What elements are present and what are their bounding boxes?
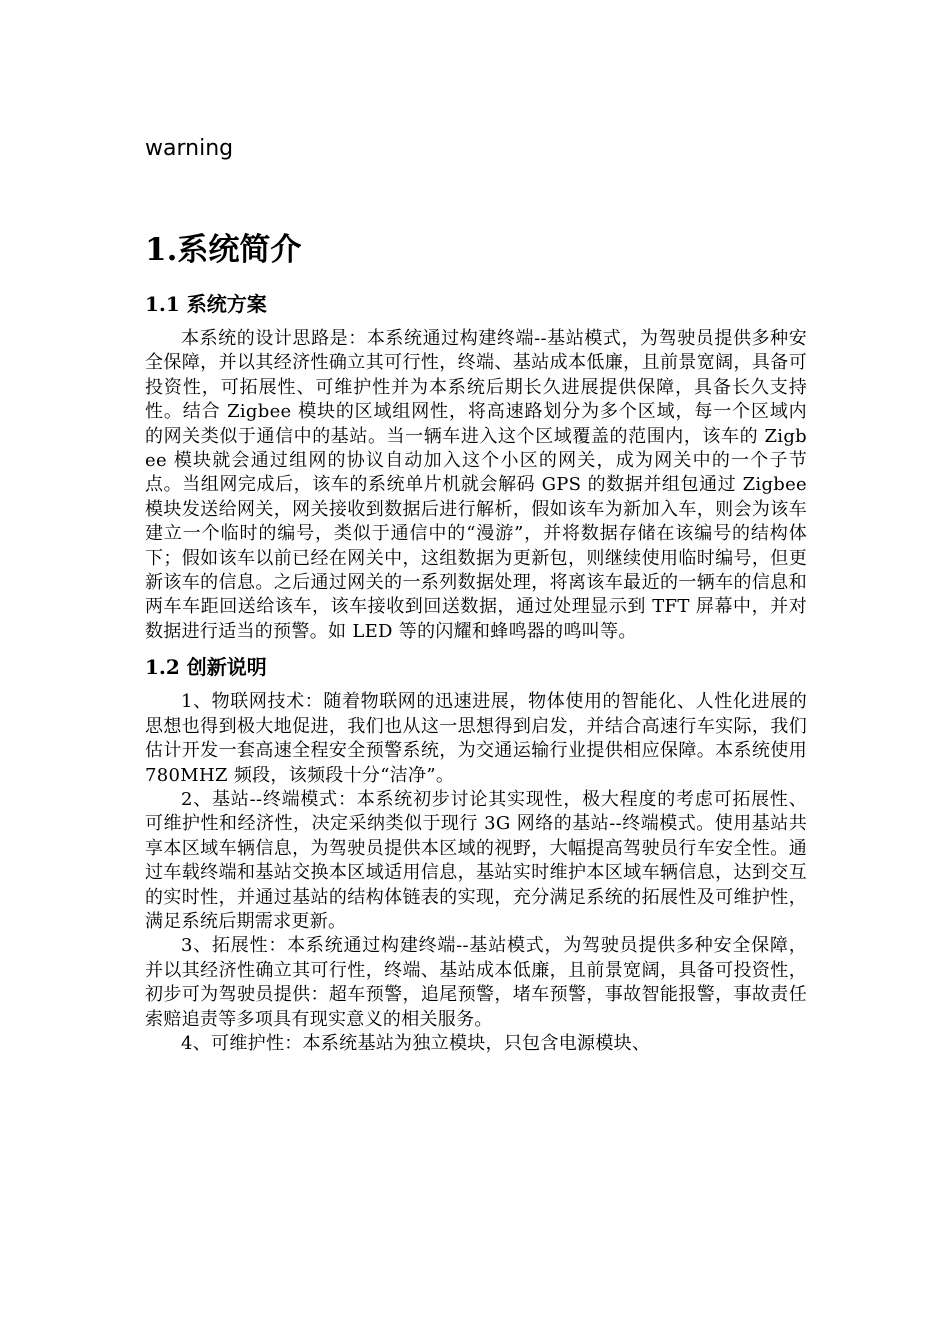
innovation-item-1: 1、物联网技术：随着物联网的迅速进展，物体使用的智能化、人性化进展的思想也得到极大地促进，我们也从这一思想得到启发，并结合高速行车实际，我们估计开发一套高速全程安全预警系统，为交通运输行业提供相应保障。本系统使用 780MHZ 频段，该频段十分“洁净”。 xyxy=(145,691,807,786)
section-1-1-paragraph: 本系统的设计思路是：本系统通过构建终端--基站模式，为驾驶员提供多种安全保障，并以其经济性确立其可行性，终端、基站成本低廉，且前景宽阔，具备可投资性，可拓展性、可维护性并为本系统后期长久进展提供保障，具备长久支持性。结合 Zigbee 模块的区域组网性，将高速路划分为多个区域，每一个区域内的网关类似于通信中的基站。当一辆车进入这个区域覆盖的范围内，该车的 Zigbee 模块就会通过组网的协议自动加入这个小区的网关，成为网关中的一个子节点。当组网完成后，该车的系统单片机就会解码 GPS 的数据并组包通过 Zigbee 模块发送给网关，网关接收到数据后进行解析，假如该车为新加入车，则会为该车建立一个临时的编号，类似于通信中的“漫游”，并将数据存储在该编号的结构体下；假如该车以前已经在网关中，这组数据为更新包，则继续使用临时编号，但更新该车的信息。之后通过网关的一系列数据处理，将离该车最近的一辆车的信息和两车车距回送给该车，该车接收到回送数据，通过处理显示到 TFT 屏幕中，并对数据进行适当的预警。如 LED 等的闪耀和蜂鸣器的鸣叫等。 xyxy=(145,328,807,642)
warning-text: warning xyxy=(145,136,234,161)
innovation-item-2: 2、基站--终端模式：本系统初步讨论其实现性，极大程度的考虑可拓展性、可维护性和经济性，决定采纳类似于现行 3G 网络的基站--终端模式。使用基站共享本区域车辆信息，为驾驶员提供本区域的视野，大幅提高驾驶员行车安全性。通过车载终端和基站交换本区域适用信息，基站实时维护本区域车辆信息，达到交互的实时性，并通过基站的结构体链表的实现，充分满足系统的拓展性及可维护性，满足系统后期需求更新。 xyxy=(145,788,807,932)
section-1-1-title: 1.1 系统方案 xyxy=(145,292,267,316)
section-1-2-title: 1.2 创新说明 xyxy=(145,655,267,680)
innovation-item-3: 3、拓展性：本系统通过构建终端--基站模式，为驾驶员提供多种安全保障，并以其经济性确立其可行性，终端、基站成本低廉，且前景宽阔，具备可投资性，初步可为驾驶员提供：超车预警，追尾预警，堵车预警，事故智能报警，事故责任索赔追责等多项具有现实意义的相关服务。 xyxy=(145,935,807,1030)
innovation-item-4: 4、可维护性：本系统基站为独立模块，只包含电源模块、 xyxy=(181,1032,651,1054)
chapter-title: 1.系统简介 xyxy=(145,232,302,268)
document-body xyxy=(145,225,807,1056)
